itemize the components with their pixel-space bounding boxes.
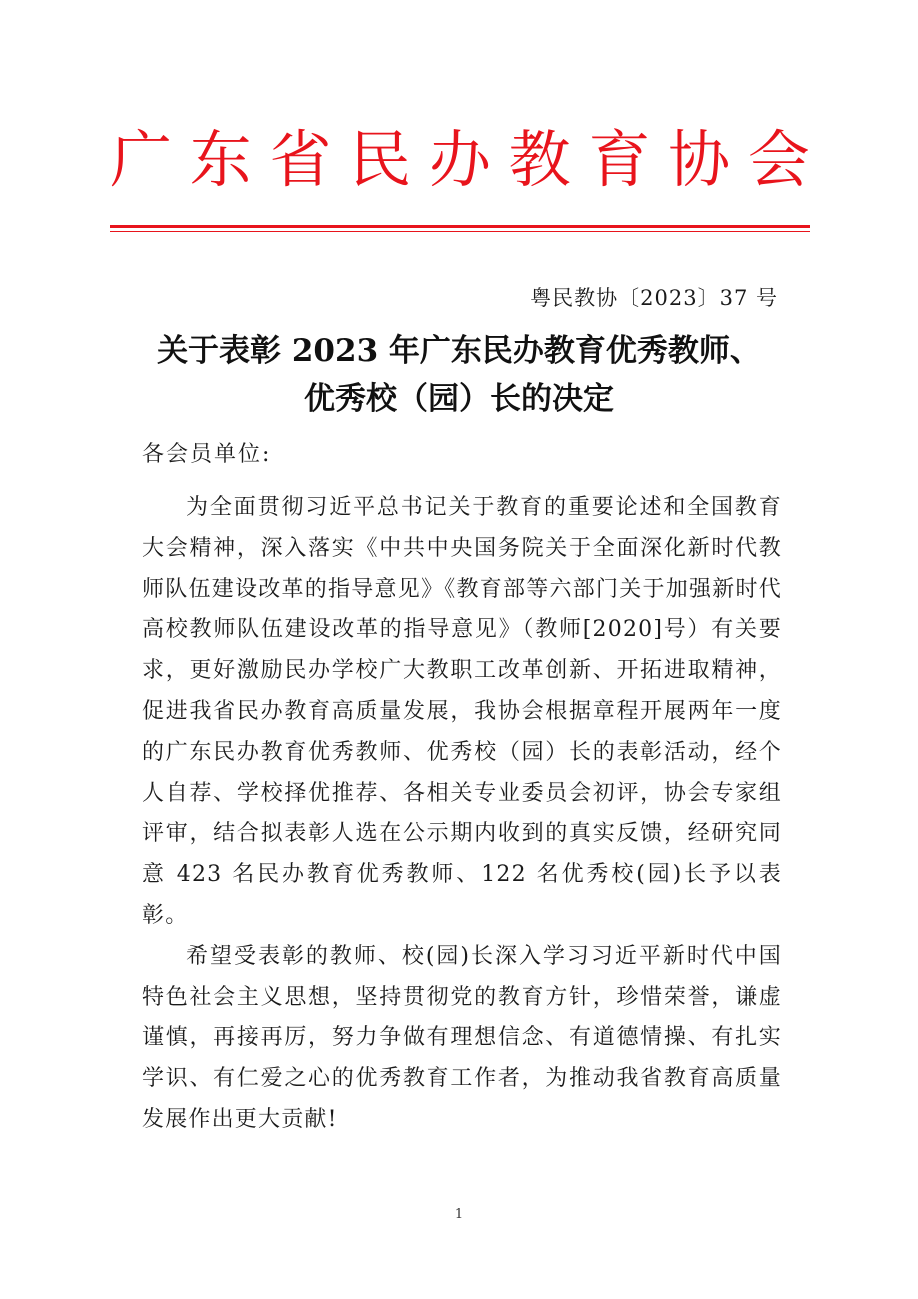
letterhead-char: 会 bbox=[747, 123, 810, 196]
letterhead-char: 育 bbox=[588, 123, 651, 196]
body-paragraph: 希望受表彰的教师、校(园)长深入学习习近平新时代中国特色社会主义思想，坚持贯彻党的教育方针，珍惜荣誉，谦虚谨慎，再接再厉，努力争做有理想信念、有道德情操、有扎实学识、有仁爱之心的优秀教育工作者，为推动我省教育高质量发展作出更大贡献! bbox=[142, 943, 782, 1132]
title-line-2: 优秀校（园）长的决定 bbox=[304, 381, 614, 417]
document-number: 粤民教协〔2023〕37 号 bbox=[530, 286, 778, 310]
letterhead-char: 民 bbox=[349, 123, 412, 196]
document-body bbox=[142, 488, 782, 1141]
title-line-1: 关于表彰 2023 年广东民办教育优秀教师、 bbox=[157, 333, 761, 369]
letterhead-char: 办 bbox=[428, 123, 491, 196]
letterhead-char: 东 bbox=[189, 123, 252, 196]
letterhead-divider-thick bbox=[110, 225, 810, 228]
letterhead-char: 协 bbox=[668, 123, 731, 196]
letterhead-char: 教 bbox=[508, 123, 571, 196]
document-title bbox=[100, 327, 818, 423]
letterhead-char: 广 bbox=[110, 123, 173, 196]
body-paragraph: 为全面贯彻习近平总书记关于教育的重要论述和全国教育大会精神，深入落实《中共中央国务院关于全面深化新时代教师队伍建设改革的指导意见》《教育部等六部门关于加强新时代高校教师队伍建设改革的指导意见》（教师[2020]号）有关要求，更好激励民办学校广大教职工改革创新、开拓进取精神，促进我省民办教育高质量发展，我协会根据章程开展两年一度的广东民办教育优秀教师、优秀校（园）长的表彰活动，经个人自荐、学校择优推荐、各相关专业委员会初评，协会专家组评审，结合拟表彰人选在公示期内收到的真实反馈，经研究同意 423 名民办教育优秀教师、122 名优秀校(园)长予以表彰。 bbox=[142, 495, 782, 928]
letterhead-char: 省 bbox=[269, 123, 332, 196]
organization-letterhead bbox=[110, 120, 810, 200]
letterhead-divider-thin bbox=[110, 231, 810, 232]
page-number: 1 bbox=[454, 1207, 464, 1222]
salutation: 各会员单位: bbox=[142, 442, 272, 467]
